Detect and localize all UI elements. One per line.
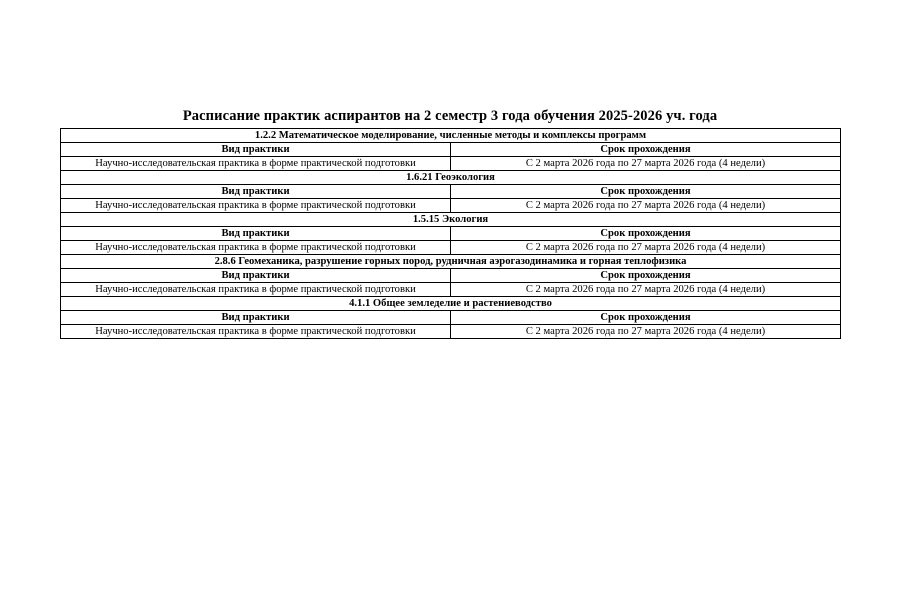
section-heading-row: [61, 129, 841, 143]
practice-type-cell: Научно-исследовательская практика в форме практической подготовки: [61, 199, 451, 213]
column-header-term: Срок прохождения: [451, 143, 841, 157]
column-header-row: [61, 185, 841, 199]
practice-type-cell: Научно-исследовательская практика в форме практической подготовки: [61, 325, 451, 339]
term-cell: С 2 марта 2026 года по 27 марта 2026 года (4 недели): [451, 199, 841, 213]
term-cell: С 2 марта 2026 года по 27 марта 2026 года (4 недели): [451, 325, 841, 339]
section-heading: 1.5.15 Экология: [61, 213, 841, 227]
table-row: [61, 241, 841, 255]
column-header-row: [61, 143, 841, 157]
column-header-practice-type: Вид практики: [61, 269, 451, 283]
term-cell: С 2 марта 2026 года по 27 марта 2026 года (4 недели): [451, 241, 841, 255]
table-row: [61, 325, 841, 339]
table-row: [61, 283, 841, 297]
column-header-practice-type: Вид практики: [61, 311, 451, 325]
column-header-row: [61, 311, 841, 325]
term-cell: С 2 марта 2026 года по 27 марта 2026 года (4 недели): [451, 157, 841, 171]
page-title: Расписание практик аспирантов на 2 семестр 3 года обучения 2025-2026 уч. года: [182, 108, 718, 124]
section-heading: 1.2.2 Математическое моделирование, численные методы и комплексы программ: [61, 129, 841, 143]
practice-type-cell: Научно-исследовательская практика в форме практической подготовки: [61, 283, 451, 297]
column-header-term: Срок прохождения: [451, 311, 841, 325]
column-header-practice-type: Вид практики: [61, 227, 451, 241]
section-heading-row: [61, 213, 841, 227]
section-heading: 2.8.6 Геомеханика, разрушение горных пород, рудничная аэрогазодинамика и горная теплофизика: [61, 255, 841, 269]
column-header-practice-type: Вид практики: [61, 143, 451, 157]
section-heading: 1.6.21 Геоэкология: [61, 171, 841, 185]
column-header-row: [61, 269, 841, 283]
schedule-table: [60, 128, 841, 339]
practice-type-cell: Научно-исследовательская практика в форме практической подготовки: [61, 157, 451, 171]
table-row: [61, 157, 841, 171]
column-header-row: [61, 227, 841, 241]
column-header-practice-type: Вид практики: [61, 185, 451, 199]
table-row: [61, 199, 841, 213]
column-header-term: Срок прохождения: [451, 185, 841, 199]
practice-type-cell: Научно-исследовательская практика в форме практической подготовки: [61, 241, 451, 255]
section-heading-row: [61, 171, 841, 185]
column-header-term: Срок прохождения: [451, 227, 841, 241]
section-heading-row: [61, 297, 841, 311]
column-header-term: Срок прохождения: [451, 269, 841, 283]
term-cell: С 2 марта 2026 года по 27 марта 2026 года (4 недели): [451, 283, 841, 297]
section-heading: 4.1.1 Общее земледелие и растениеводство: [61, 297, 841, 311]
section-heading-row: [61, 255, 841, 269]
